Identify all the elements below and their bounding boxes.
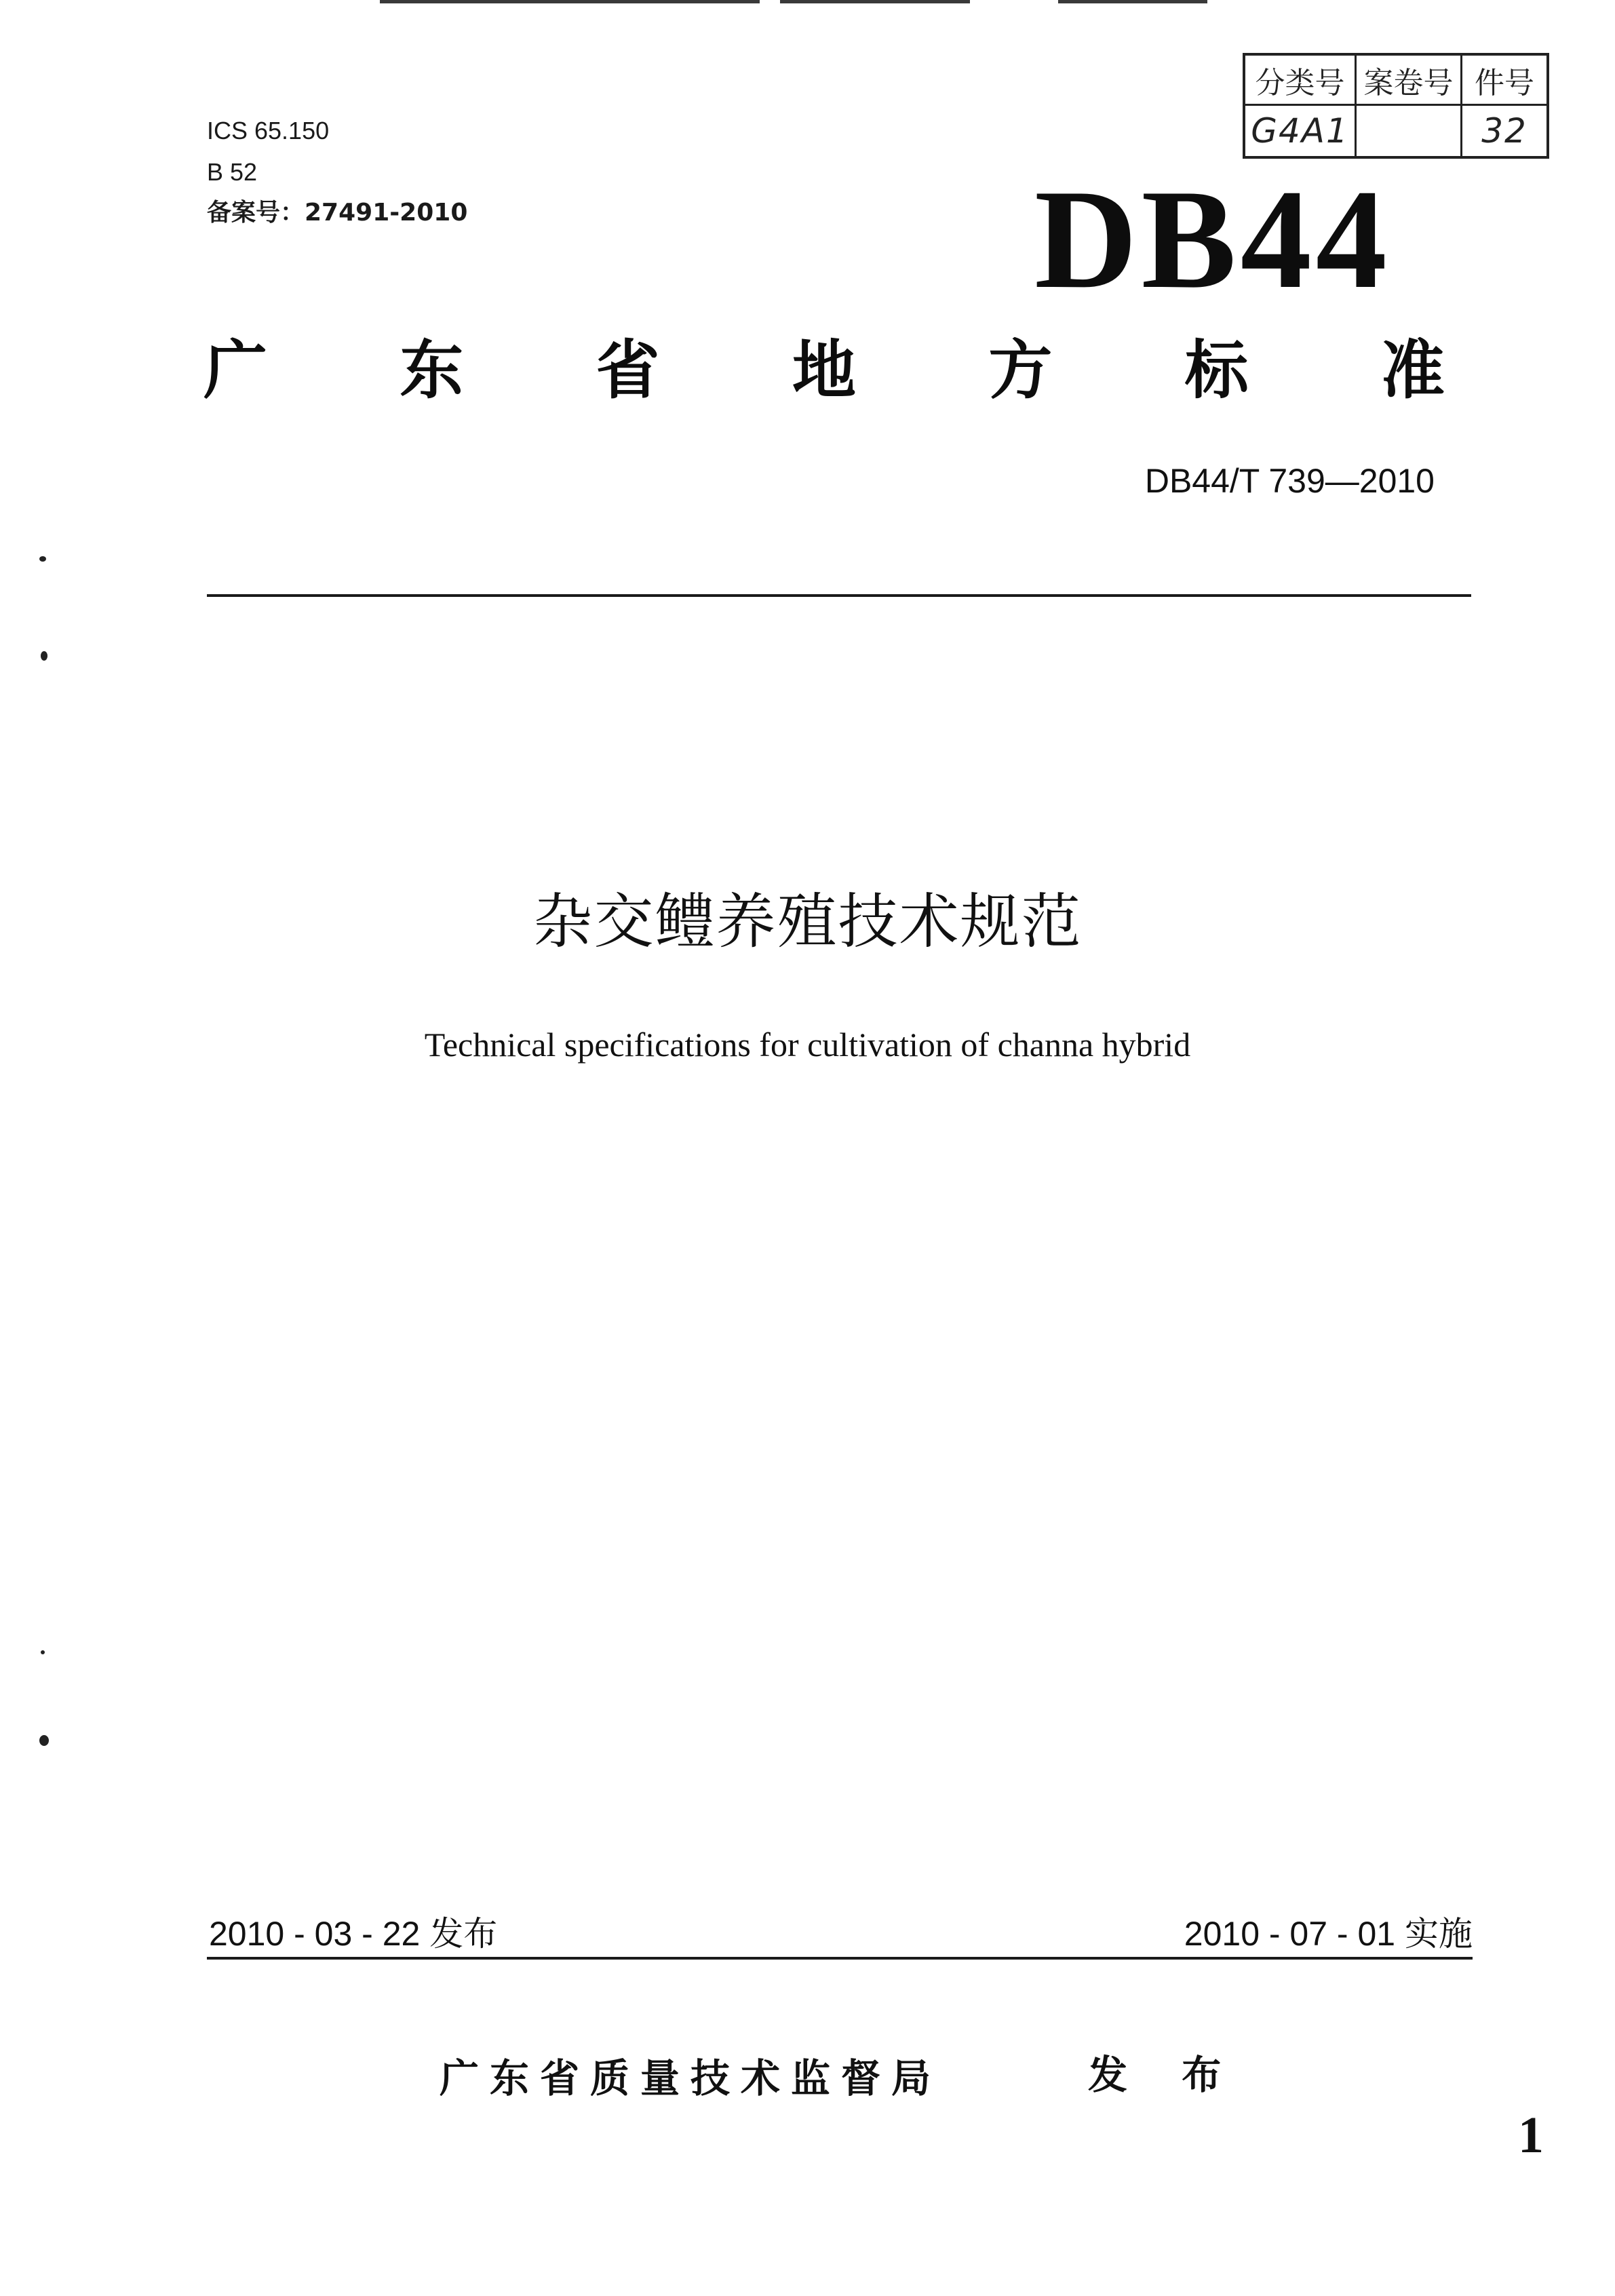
stamp-value-file: [1357, 106, 1462, 156]
ccs-code: B 52: [207, 158, 258, 186]
document-title-cn: 杂交鳢养殖技术规范: [532, 887, 1083, 956]
standard-type-char: 省: [596, 334, 660, 408]
standard-type-char: 准: [1380, 334, 1445, 408]
standard-type-char: 标: [1184, 334, 1249, 408]
document-title-en: Technical specifications for cultivation of channa hybrid: [424, 1026, 1191, 1064]
scan-speck: [39, 556, 46, 562]
scan-edge-mark: [1058, 0, 1207, 3]
implement-date: 2010 - 07 - 01 实施: [1184, 1915, 1473, 1953]
standard-type-char: 东: [400, 334, 464, 408]
standard-type-heading: [203, 334, 1445, 408]
standard-type-char: 广: [203, 334, 268, 408]
scan-speck: [41, 1650, 45, 1654]
issue-label: 发 布: [1088, 2052, 1242, 2098]
standard-type-char: 地: [792, 334, 856, 408]
stamp-value-category: G4A1: [1245, 106, 1357, 156]
archive-stamp: [1243, 53, 1549, 159]
stamp-header-file: 案卷号: [1357, 56, 1462, 106]
stamp-header-category: 分类号: [1245, 56, 1357, 106]
footer-divider: [207, 1957, 1473, 1960]
header-divider: [207, 594, 1471, 597]
scan-edge-mark: [380, 0, 760, 3]
standard-number: DB44/T 739—2010: [1144, 462, 1435, 500]
record-number: 备案号：27491-2010: [207, 199, 468, 227]
scan-edge-mark: [780, 0, 970, 3]
standard-type-char: 方: [988, 334, 1053, 408]
scan-speck: [39, 1735, 49, 1746]
scan-speck: [41, 651, 47, 661]
stamp-header-item: 件号: [1462, 56, 1546, 106]
issuing-authority: 广东省质量技术监督局: [440, 2055, 942, 2101]
ics-code: ICS 65.150: [207, 117, 330, 144]
page-number: 1: [1518, 2107, 1544, 2164]
stamp-value-item: 32: [1481, 111, 1528, 151]
publish-date: 2010 - 03 - 22 发布: [209, 1915, 498, 1953]
db44-logo: DB44: [1034, 161, 1391, 318]
